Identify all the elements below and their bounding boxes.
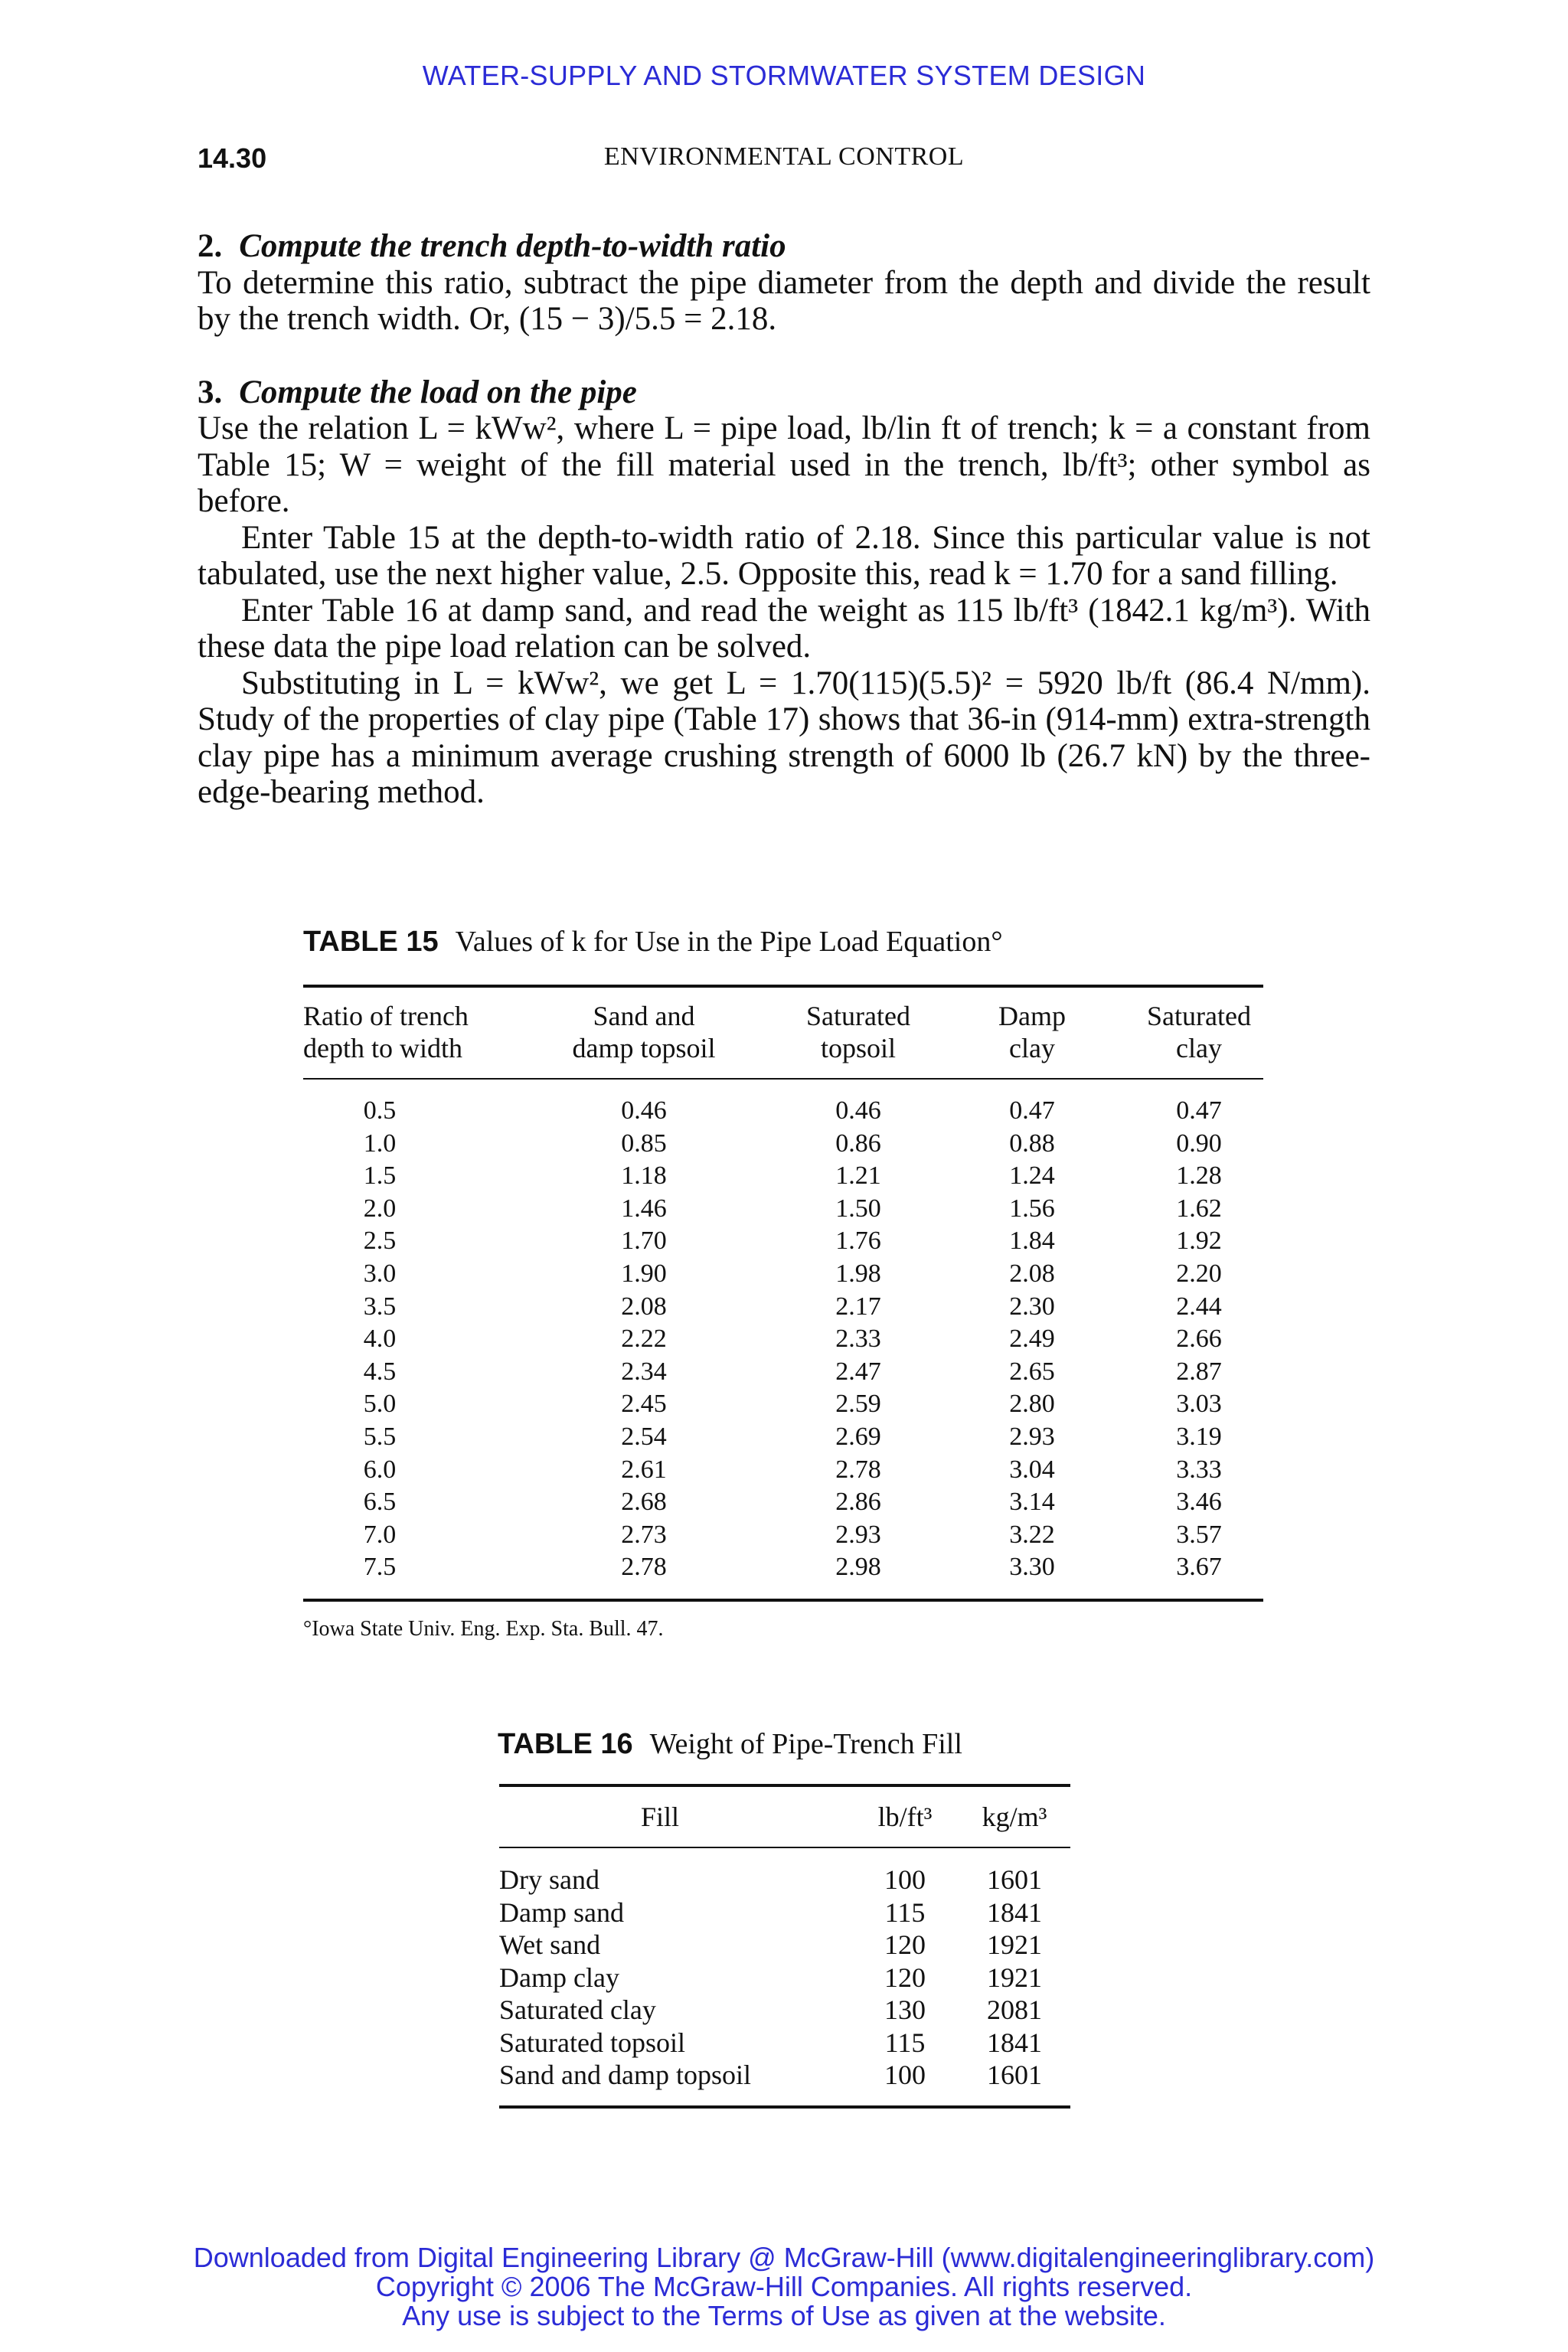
table-row [303,1423,1263,1455]
table-cell: 1.98 [835,1259,881,1288]
table-cell: 2.80 [1009,1390,1055,1419]
table-cell: 2.78 [621,1553,667,1582]
header-line: depth to width [303,1033,462,1063]
table-cell: Sand and damp topsoil [499,2060,751,2090]
table-cell: 1601 [987,2060,1042,2090]
table-15-title: Values of k for Use in the Pipe Load Equation° [455,926,1003,958]
table-cell: 2.86 [835,1488,881,1517]
table-cell: 2.08 [621,1292,667,1321]
table-row [303,1553,1263,1586]
table-15-top-rule [303,985,1263,988]
table-row [303,1488,1263,1521]
table-cell: 1.70 [621,1227,667,1256]
table-row [303,1259,1263,1292]
table-cell: 2.33 [835,1325,881,1354]
table-row [303,1325,1263,1357]
table-cell: 1.90 [621,1259,667,1288]
table-cell: 2.34 [621,1357,667,1386]
step-number: 3. [198,374,223,410]
header-line: Sand and [593,1001,695,1031]
table-row [303,1227,1263,1259]
table-row [499,2027,1070,2060]
table-row [499,1864,1070,1896]
table-cell: 1.92 [1176,1227,1222,1256]
table-row [303,1390,1263,1423]
table-cell: 2.44 [1176,1292,1222,1321]
footer-line-2: Copyright © 2006 The McGraw-Hill Companies. All rights reserved. [375,2271,1193,2302]
table-cell: 2.68 [621,1488,667,1517]
table-cell: 2.17 [835,1292,881,1321]
table-cell: 0.46 [621,1096,667,1125]
table-cell: 1.46 [621,1194,667,1223]
table-16-header [499,1801,1070,1838]
table-cell: 3.14 [1009,1488,1055,1517]
step-2-heading [198,228,1370,265]
table-cell: 3.67 [1176,1553,1222,1582]
table-cell: 1.76 [835,1227,881,1256]
table-cell: 2.66 [1176,1325,1222,1354]
table-cell: 120 [884,1962,926,1993]
table-16-header-rule [499,1847,1070,1848]
table-cell: 1.56 [1009,1194,1055,1223]
table-cell: 0.86 [835,1129,881,1158]
table-cell: 3.22 [1009,1520,1055,1549]
table-16-title: Weight of Pipe-Trench Fill [649,1728,962,1760]
table-15-body [303,1096,1263,1586]
table-row [303,1521,1263,1553]
table-cell: Dry sand [499,1864,599,1895]
table-cell: 1.28 [1176,1161,1222,1191]
footer-line-1: Downloaded from Digital Engineering Library @ McGraw-Hill (www.digitalengineeringlibrary.com) [193,2242,1375,2273]
table-cell: 3.46 [1176,1488,1222,1517]
table-cell: 2.5 [363,1227,397,1256]
table-15-header [303,1000,1263,1069]
table-cell: 6.0 [363,1455,397,1484]
table-cell: 1841 [987,2027,1042,2058]
table-cell: 4.5 [363,1357,397,1386]
table-cell: 2.98 [835,1553,881,1582]
table-cell: 3.03 [1176,1390,1222,1419]
table-cell: 115 [884,2027,926,2058]
table-cell: Saturated clay [499,1994,656,2025]
table-cell: 0.47 [1176,1096,1222,1125]
table-cell: 1921 [987,1929,1042,1960]
table-15-bottom-rule [303,1599,1263,1602]
step-title: Compute the load on the pipe [239,374,637,410]
table-cell: 130 [884,1994,926,2025]
table-cell: 2.73 [621,1520,667,1549]
header-line: damp topsoil [572,1033,716,1063]
table-row [303,1096,1263,1129]
table-cell: 1601 [987,1864,1042,1895]
table-cell: 3.57 [1176,1520,1222,1549]
download-footer [0,2243,1568,2331]
header-line: topsoil [820,1033,896,1063]
header-line: Damp [998,1001,1066,1031]
table-cell: 2.45 [621,1390,667,1419]
table-row [499,1896,1070,1929]
table-cell: 3.0 [363,1259,397,1288]
step-3-paragraph-4: Substituting in L = kWw², we get L = 1.70(115)(5.5)² = 5920 lb/ft (86.4 N/mm). Study of the properties of clay pipe (Table 17) shows that 36-in (914-mm) extra-strength clay pipe has a minimum average crushing strength of 6000 lb (26.7 kN) by the three-edge-bearing method. [198,665,1370,810]
table-cell: 1.24 [1009,1161,1055,1191]
table-cell: 1.21 [835,1161,881,1191]
table-cell: 2.87 [1176,1357,1222,1386]
table-cell: Damp clay [499,1962,619,1993]
table-row [303,1357,1263,1390]
table-cell: 120 [884,1929,926,1960]
table-cell: 5.0 [363,1390,397,1419]
table-cell: 115 [884,1896,926,1928]
section-title: ENVIRONMENTAL CONTROL [603,142,965,171]
table-16-column-header: kg/m³ [982,1802,1047,1832]
table-cell: 0.5 [363,1096,397,1125]
table-cell: 2.69 [835,1422,881,1451]
header-line: Saturated [1147,1001,1251,1031]
table-cell: 0.90 [1176,1129,1222,1158]
header-line: clay [1176,1033,1222,1063]
step-title: Compute the trench depth-to-width ratio [239,228,786,264]
table-15-column-header [1115,1000,1283,1064]
header-line: Ratio of trench [303,1001,469,1031]
table-row [303,1292,1263,1325]
header-line: clay [1009,1033,1055,1063]
table-cell: 5.5 [363,1422,397,1451]
table-cell: 2.08 [1009,1259,1055,1288]
step-3-heading [198,374,1370,411]
running-header: WATER-SUPPLY AND STORMWATER SYSTEM DESIGN [422,60,1146,91]
table-cell: 1.50 [835,1194,881,1223]
table-row [499,1994,1070,2027]
step-3-paragraph-1: Use the relation L = kWw², where L = pipe load, lb/lin ft of trench; k = a constant from Table 15; W = weight of the fill material used in the trench, lb/ft³; other symbol as before. [198,410,1370,519]
table-cell: 0.85 [621,1129,667,1158]
table-15-label: TABLE 15 [303,926,439,958]
table-cell: 2.93 [835,1520,881,1549]
table-cell: 1841 [987,1896,1042,1928]
header-line: Saturated [806,1001,910,1031]
table-16-top-rule [499,1784,1070,1787]
table-cell: 3.19 [1176,1422,1222,1451]
table-cell: 2.65 [1009,1357,1055,1386]
table-cell: 6.5 [363,1488,397,1517]
table-cell: Saturated topsoil [499,2027,685,2058]
table-cell: 2.93 [1009,1422,1055,1451]
table-cell: 2081 [987,1994,1042,2025]
table-cell: 0.47 [1009,1096,1055,1125]
table-row [303,1194,1263,1227]
table-15-header-rule [303,1078,1263,1080]
table-cell: 1.18 [621,1161,667,1191]
table-cell: 2.59 [835,1390,881,1419]
table-cell: 2.49 [1009,1325,1055,1354]
table-row [303,1129,1263,1162]
table-row [303,1455,1263,1488]
table-cell: 1.62 [1176,1194,1222,1223]
table-cell: 3.04 [1009,1455,1055,1484]
table-cell: 3.5 [363,1292,397,1321]
step-number: 2. [198,228,223,264]
table-cell: 2.20 [1176,1259,1222,1288]
table-row [499,1929,1070,1962]
table-15-caption [303,925,1003,959]
table-16-label: TABLE 16 [498,1728,633,1760]
table-15-column-header [774,1000,942,1064]
table-16-column-header: lb/ft³ [877,1802,933,1832]
table-cell: 7.0 [363,1520,397,1549]
table-row [499,2059,1070,2092]
table-cell: 7.5 [363,1553,397,1582]
table-row [499,1962,1070,1994]
table-cell: 3.33 [1176,1455,1222,1484]
step-2-paragraph: To determine this ratio, subtract the pipe diameter from the depth and divide the result by the trench width. Or, (15 − 3)/5.5 = 2.18. [198,264,1370,337]
table-cell: 2.78 [835,1455,881,1484]
table-cell: 2.22 [621,1325,667,1354]
step-3-paragraph-3: Enter Table 16 at damp sand, and read the weight as 115 lb/ft³ (1842.1 kg/m³). With these data the pipe load relation can be solved. [198,592,1370,665]
table-cell: 100 [884,2060,926,2090]
table-15-column-header [948,1000,1116,1064]
table-cell: Wet sand [499,1929,601,1960]
table-16-body [499,1864,1070,2092]
table-cell: 1.0 [363,1129,397,1158]
table-cell: 1.84 [1009,1227,1055,1256]
footer-line-3: Any use is subject to the Terms of Use as given at the website. [402,2300,1166,2331]
step-3-paragraph-2: Enter Table 15 at the depth-to-width ratio of 2.18. Since this particular value is not tabulated, use the next higher value, 2.5. Opposite this, read k = 1.70 for a sand filling. [198,519,1370,592]
table-cell: 3.30 [1009,1553,1055,1582]
table-15-column-header [303,1000,502,1064]
table-15-column-header [560,1000,728,1064]
table-row [303,1161,1263,1194]
table-16-caption [498,1727,962,1761]
body-text [198,228,1370,811]
table-cell: 2.47 [835,1357,881,1386]
table-cell: 1.5 [363,1161,397,1191]
table-cell: 100 [884,1864,926,1895]
table-cell: 2.61 [621,1455,667,1484]
table-cell: 1921 [987,1962,1042,1993]
table-cell: 2.30 [1009,1292,1055,1321]
table-15-footnote: °Iowa State Univ. Eng. Exp. Sta. Bull. 47. [303,1617,664,1641]
table-cell: 0.46 [835,1096,881,1125]
table-cell: 0.88 [1009,1129,1055,1158]
table-cell: 4.0 [363,1325,397,1354]
table-cell: Damp sand [499,1896,624,1928]
table-16-column-header: Fill [640,1802,680,1832]
page-number: 14.30 [198,142,267,174]
table-cell: 2.54 [621,1422,667,1451]
table-16-bottom-rule [499,2105,1070,2109]
table-cell: 2.0 [363,1194,397,1223]
